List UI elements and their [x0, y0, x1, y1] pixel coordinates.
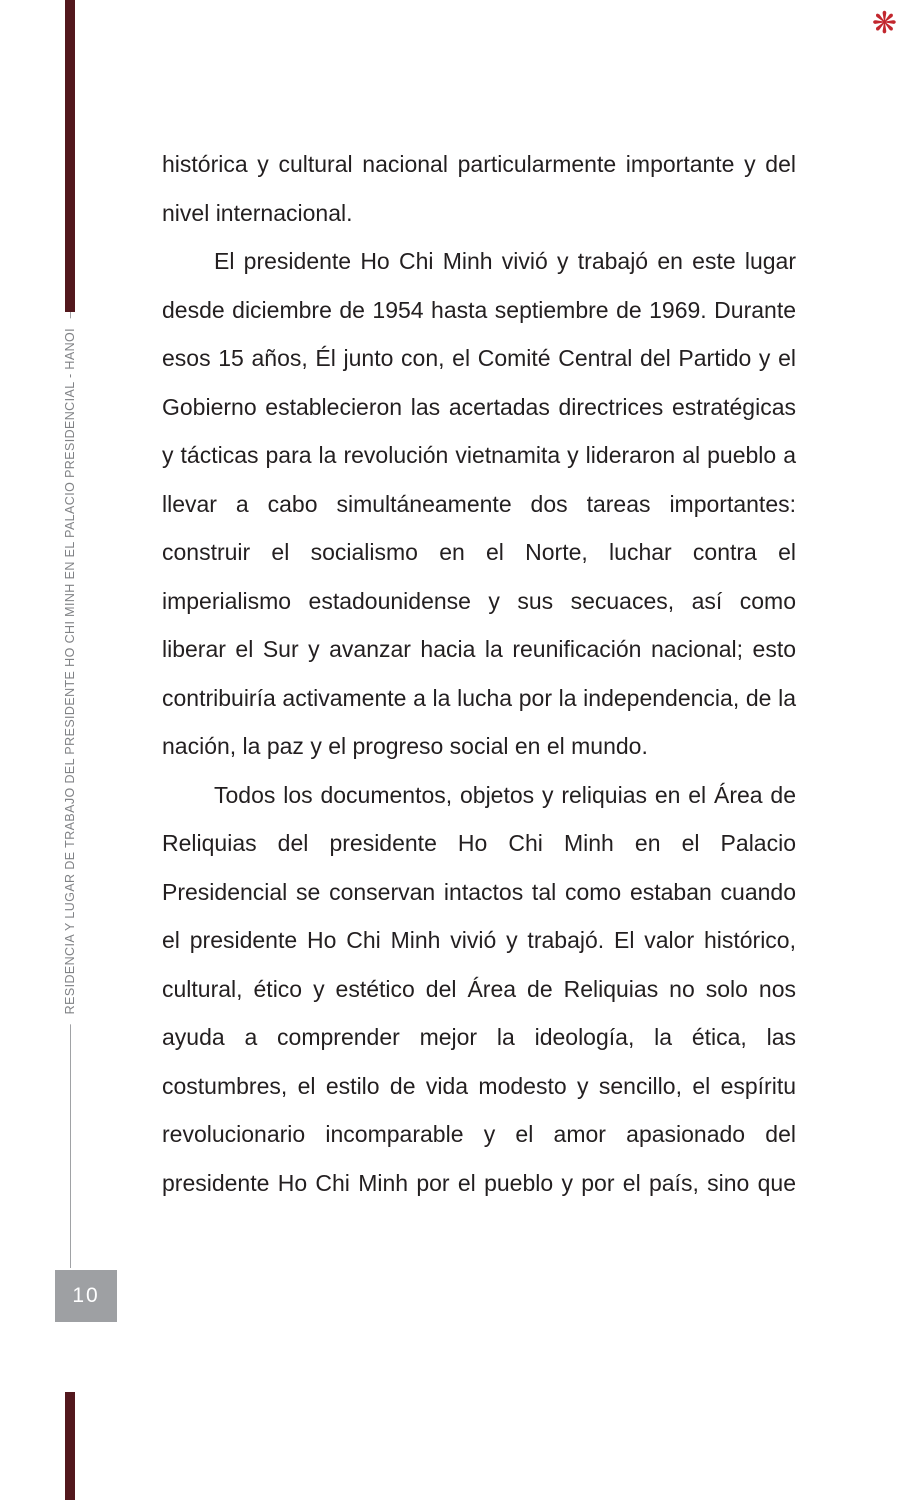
page-number-badge: 10 — [55, 1270, 117, 1322]
left-maroon-rule-top — [65, 0, 75, 312]
paragraph: El presidente Ho Chi Minh vivió y trabajó en este lugar desde diciembre de 1954 hasta septiembre de 1969. Durante esos 15 años, Él junto con, el Comité Central del Partido y el Gobierno establecieron las acertadas directrices estratégicas y tácticas para la revolución vietnamita y lideraron al pueblo a llevar a cabo simultáneamente dos tareas importantes: construir el socialismo en el Norte, luchar contra el imperialismo estadounidense y sus secuaces, así como liberar el Sur y avanzar hacia la reunificación nacional; esto contribuiría activamente a la lucha por la independencia, de la nación, la paz y el progreso social en el mundo. — [162, 248, 796, 759]
left-maroon-rule-bottom — [65, 1392, 75, 1500]
paragraph: Todos los documentos, objetos y reliquias en el Área de Reliquias del presidente Ho Chi Minh en el Palacio Presidencial se conservan intactos tal como estaban cuando el presidente Ho Chi Minh vivió y trabajó. El valor histórico, cultural, ético y estético del Área de Reliquias no solo nos ayuda a comprender mejor la ideología, la ética, las costumbres, el estilo de vida modesto y sencillo, el espíritu revolucionario incomparable y el amor apasionado del presidente Ho Chi Minh por el pueblo y por el país, sino que — [162, 781, 796, 1196]
body-text — [162, 140, 796, 1207]
sidebar-vertical-title: RESIDENCIA Y LUGAR DE TRABAJO DEL PRESIDENTE HO CHI MINH EN EL PALACIO PRESIDENCIAL - HANOI — [61, 318, 80, 1024]
flower-ornament-icon: ❋ — [871, 7, 897, 40]
paragraph: histórica y cultural nacional particularmente importante y del nivel internacional. — [162, 151, 796, 226]
